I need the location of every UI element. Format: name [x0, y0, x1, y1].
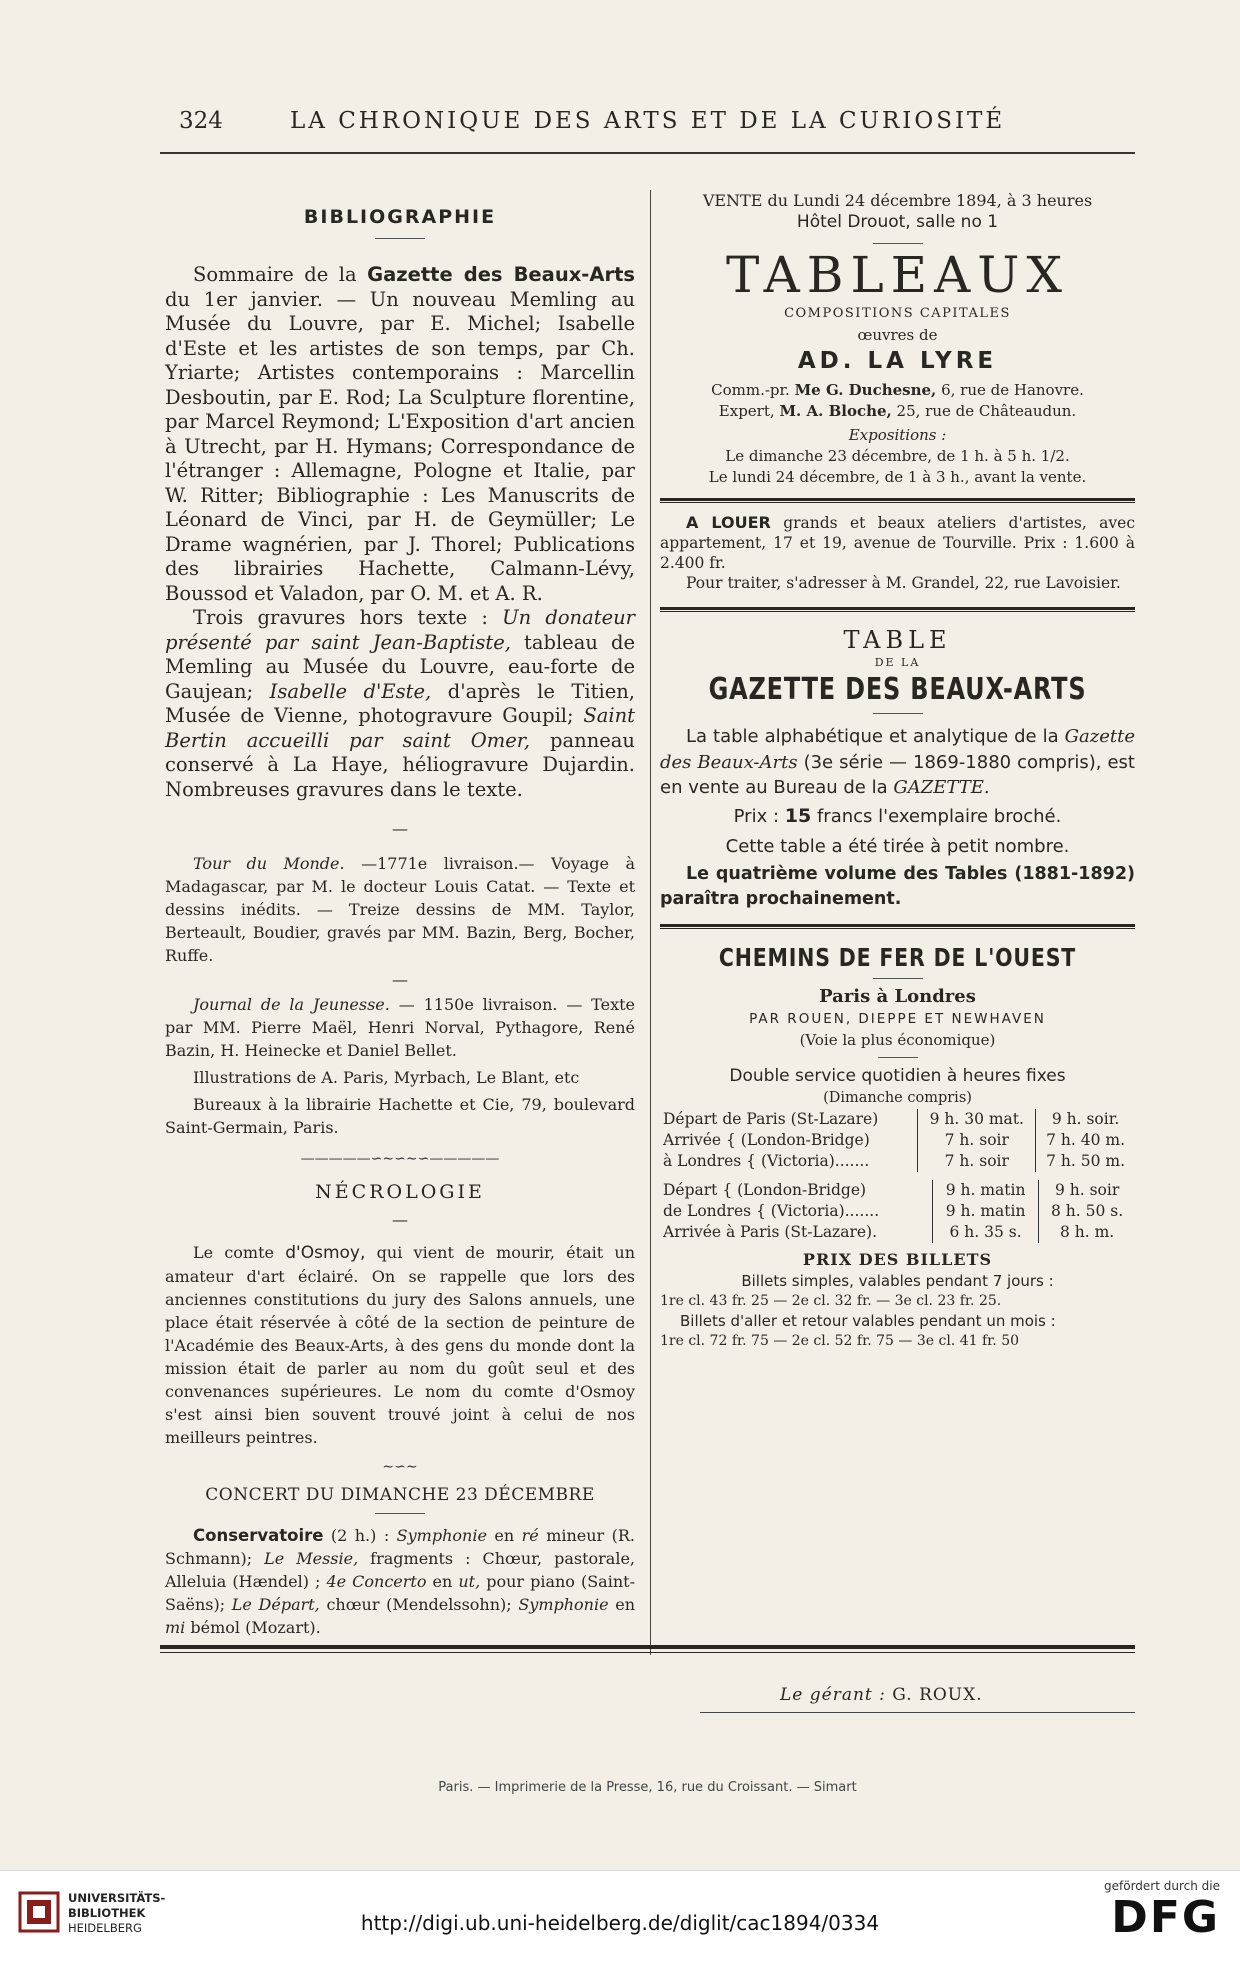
schedule-label: Départ { (London-Bridge): [663, 1180, 867, 1199]
tour-du-monde: [165, 852, 635, 967]
text: 4e Concerto: [326, 1572, 427, 1591]
bibliographie-para-2: [165, 606, 635, 802]
digitization-bar: [0, 1870, 1240, 1965]
schedule-time: 9 h. matin: [933, 1180, 1039, 1201]
text: Saint Bertin accueilli par saint Omer,: [165, 704, 635, 752]
gerant-name: G. ROUX.: [892, 1685, 983, 1705]
schedule-outbound: [660, 1109, 1135, 1172]
text: mi: [165, 1618, 186, 1637]
route-voie: (Voie la plus économique): [799, 1030, 996, 1049]
price: 15: [784, 804, 812, 827]
text: La table alphabétique et analytique de la: [686, 726, 1059, 747]
text: HEIDELBERG: [68, 1921, 142, 1935]
a-louer-contact: Pour traiter, s'adresser à M. Grandel, 22, rue Lavoisier.: [686, 574, 1121, 592]
name: Me G. Duchesne,: [794, 381, 937, 399]
text: en: [615, 1595, 635, 1614]
text: (2 h.) :: [330, 1526, 390, 1545]
text: pour piano (Saint-Saëns);: [165, 1572, 635, 1614]
concert-title: CONCERT DU DIMANCHE 23 DÉCEMBRE: [205, 1485, 595, 1505]
schedule-time: 8 h. 50 s.: [1039, 1201, 1135, 1222]
printer-line: Paris. — Imprimerie de la Presse, 16, rue du Croissant. — Simart: [438, 1780, 857, 1795]
bibliographie-title: BIBLIOGRAPHIE: [303, 206, 497, 228]
separator: —: [392, 819, 408, 838]
separator: [375, 1513, 425, 1514]
necrologie-text: [165, 1241, 635, 1449]
illustrations: Illustrations de A. Paris, Myrbach, Le Blant, etc: [193, 1068, 580, 1087]
gerant: [780, 1685, 983, 1705]
route-title: Paris à Londres: [819, 985, 976, 1007]
chemins-title: CHEMINS DE FER DE L'OUEST: [718, 942, 1077, 972]
bibliographie-para-1: [165, 263, 635, 606]
gazette-heading: GAZETTE DES BEAUX-ARTS: [708, 672, 1087, 707]
commissaire-priseur: [660, 380, 1135, 401]
text: ré: [521, 1526, 539, 1545]
schedule-time: 7 h. 50 m.: [1036, 1151, 1135, 1172]
running-title: LA CHRONIQUE DES ARTS ET DE LA CURIOSITÉ: [290, 108, 1006, 134]
left-column: [165, 200, 635, 1639]
text: Journal de la Jeunesse.: [193, 995, 390, 1014]
route-via: PAR ROUEN, DIEPPE ET NEWHAVEN: [749, 1010, 1046, 1027]
billets-simples: Billets simples, valables pendant 7 jours :: [741, 1271, 1054, 1290]
text: du 1er janvier. — Un nouveau Memling au Musée du Louvre, par E. Michel; Isabelle d'Este et les artistes de son temps, par Ch. Yriarte; Artistes contemporains : Marcellin Desboutin, par E. Rod; La Sculpture florentine, par Marcel Reymond; L'Exposition d'art ancien à Utrecht, par H. Hymans; Correspondance de l'étranger : Allemagne, Pologne et Italie, par W. Ritter; Bibliographie : Les Manuscrits de Léonard de Vinci, par H. de Geymüller; Le Drame wagnérien, par J. Thorel; Publications des librairies Hachette, Calmann-Lévy, Boussod et Valadon, par O. M. et A. R.: [165, 287, 635, 605]
text: Comm.-pr.: [711, 381, 790, 399]
schedule-row: [660, 1151, 1135, 1172]
text: fragments : Chœur, pastorale, Alleluia (Hændel) ;: [165, 1549, 635, 1591]
dfg-wordmark: DFG: [1111, 1892, 1220, 1943]
separator: [878, 1057, 918, 1058]
ornament: ∼∽∼: [382, 1459, 418, 1475]
text: 25, rue de Châteaudun.: [896, 402, 1077, 420]
text: en: [432, 1572, 453, 1591]
schedule-row: [660, 1109, 1135, 1130]
text: GAZETTE.: [893, 777, 990, 798]
text: Le Messie,: [264, 1549, 359, 1568]
text: — 1150e livraison. — Texte par MM. Pierre Maël, Henri Norval, Pythagore, René Bazin, H. Heinecke et Daniel Bellet.: [165, 995, 635, 1060]
expo-line-1: Le dimanche 23 décembre, de 1 h. à 5 h. 1/2.: [725, 447, 1070, 465]
text: bémol (Mozart).: [190, 1618, 321, 1637]
separator: [375, 238, 425, 239]
text: Tour du Monde.: [193, 854, 345, 873]
oeuvres-de: œuvres de: [857, 326, 938, 344]
vente-location: Hôtel Drouot, salle no 1: [796, 212, 999, 232]
text: UNIVERSITÄTS-: [68, 1891, 166, 1905]
column-divider: [650, 190, 651, 1655]
text: Trois gravures hors texte :: [193, 606, 488, 629]
text: mineur (R. Schmann);: [165, 1526, 636, 1568]
person-name: d'Osmoy,: [285, 1243, 366, 1263]
expo-line-2: Le lundi 24 décembre, de 1 à 3 h., avant la vente.: [708, 468, 1087, 486]
text: Symphonie: [396, 1526, 487, 1545]
section-rule: [660, 607, 1135, 612]
schedule-time: 9 h. soir: [1039, 1180, 1135, 1201]
text: grands et beaux ateliers d'artistes, avec appartement, 17 et 19, avenue de Tourville. Prix : 1.600 à 2.400 fr.: [660, 514, 1135, 572]
compositions: COMPOSITIONS CAPITALES: [784, 306, 1011, 321]
schedule-label: Départ de Paris (St-Lazare): [663, 1109, 879, 1128]
prix-title: PRIX DES BILLETS: [802, 1249, 993, 1269]
schedule-time: 9 h. soir.: [1036, 1109, 1135, 1130]
schedule-label: Arrivée à Paris (St-Lazare).: [663, 1222, 878, 1241]
tableaux-heading: TABLEAUX: [725, 246, 1069, 304]
bureaux: Bureaux à la librairie Hachette et Cie, 79, boulevard Saint-Germain, Paris.: [165, 1095, 635, 1137]
schedule-label: à Londres { (Victoria).......: [663, 1151, 870, 1170]
text: BIBLIOTHEK: [68, 1906, 146, 1920]
separator: —: [392, 970, 408, 989]
gazette-name: Gazette des Beaux-Arts: [367, 263, 636, 286]
expert: [660, 401, 1135, 422]
artist-name: AD. LA LYRE: [797, 348, 998, 374]
venue: Conservatoire: [193, 1526, 324, 1545]
schedule-time: 9 h. matin: [933, 1201, 1039, 1222]
billets-ar-prix: 1re cl. 72 fr. 75 — 2e cl. 52 fr. 75 — 3e cl. 41 fr. 50: [660, 1332, 1020, 1349]
separator: —: [392, 1210, 408, 1229]
text: panneau conservé à La Haye, héliogravure Dujardin. Nombreuses gravures dans le texte.: [165, 728, 635, 801]
schedule-time: 6 h. 35 s.: [933, 1222, 1039, 1243]
text: Isabelle d'Este,: [269, 679, 432, 703]
text: Prix :: [733, 805, 780, 827]
dimanche-compris: (Dimanche compris): [823, 1089, 972, 1106]
text: en: [494, 1526, 515, 1545]
right-column: [660, 190, 1135, 1351]
table-title: TABLE: [843, 626, 952, 654]
billets-simples-prix: 1re cl. 43 fr. 25 — 2e cl. 32 fr. — 3e cl. 23 fr. 25.: [660, 1292, 1002, 1309]
text: Un donateur présenté par saint Jean-Baptiste,: [165, 606, 635, 654]
text: Le Départ,: [231, 1595, 320, 1614]
text: Gazette des Beaux-Arts: [660, 726, 1135, 773]
separator: [873, 978, 923, 979]
text: qui vient de mourir, était un amateur d'art éclairé. On se rappelle que lors des anciennes constitutions du jury des Salons annuels, une place était réservée à côté de la section de peinture de l'Académie des Beaux-Arts, à des gens du monde dont la mission était de parler au nom du goût seul et des convenances supérieures. Le nom du comte d'Osmoy s'est ainsi bien souvent trouvé joint à celui de nos meilleurs peintres.: [165, 1243, 636, 1447]
section-rule: [660, 498, 1135, 503]
schedule-label: Arrivée { (London-Bridge): [663, 1130, 870, 1149]
vente-line: VENTE du Lundi 24 décembre 1894, à 3 heures: [702, 191, 1093, 210]
separator: [873, 243, 923, 244]
footer-rule: [160, 1645, 1135, 1653]
a-louer: [660, 513, 1135, 573]
table-quatrieme: Le quatrième volume des Tables (1881-1892) paraîtra prochainement.: [660, 863, 1135, 909]
ornament: —————∽∼∽∼∽—————: [300, 1151, 500, 1167]
text: —1771e livraison.— Voyage à Madagascar, par M. le docteur Louis Catat. — Texte et dessins inédits. — Treize dessins de MM. Taylor, Berteault, Boudier, gravés par MM. Bazin, Berg, Bocher, Ruffe.: [165, 854, 635, 965]
schedule-return: [660, 1180, 1135, 1243]
text: d'après le Titien, Musée de Vienne, photogravure Goupil;: [165, 679, 635, 727]
schedule-row: [660, 1130, 1135, 1151]
text: (3e série — 1869-1880 compris), est en vente au Bureau de la: [660, 751, 1135, 798]
schedule-row: [660, 1201, 1135, 1222]
section-rule: [660, 924, 1135, 929]
text: Symphonie: [518, 1595, 609, 1614]
schedule-label: de Londres { (Victoria).......: [663, 1201, 880, 1220]
table-description: [660, 724, 1135, 801]
permalink[interactable]: http://digi.ub.uni-heidelberg.de/diglit/cac1894/0334: [360, 1911, 880, 1935]
a-louer-label: A LOUER: [686, 513, 771, 532]
page-number: 324: [179, 108, 223, 134]
double-service: Double service quotidien à heures fixes: [729, 1065, 1066, 1086]
text: francs l'exemplaire broché.: [816, 805, 1062, 827]
dfg-logo[interactable]: [1050, 1879, 1220, 1943]
expositions-label: Expositions :: [848, 426, 947, 444]
journal-jeunesse: [165, 993, 635, 1062]
schedule-time: 7 h. 40 m.: [1036, 1130, 1135, 1151]
text: Le gérant :: [780, 1685, 886, 1705]
gerant-rule: [700, 1712, 1135, 1713]
table-price: [660, 801, 1135, 832]
schedule-time: 8 h. m.: [1039, 1222, 1135, 1243]
schedule-time: 7 h. soir: [918, 1151, 1036, 1172]
funding-note: gefördert durch die: [1104, 1879, 1220, 1893]
concert-text: [165, 1524, 635, 1639]
text: Sommaire de la: [193, 263, 357, 286]
text: tableau de Memling au Musée du Louvre, eau-forte de Gaujean;: [165, 630, 635, 703]
name: M. A. Bloche,: [779, 402, 892, 420]
text: ut,: [458, 1572, 481, 1591]
schedule-time: 7 h. soir: [918, 1130, 1036, 1151]
schedule-row: [660, 1222, 1135, 1243]
header-rule: [160, 152, 1135, 154]
billets-ar: Billets d'aller et retour valables pendant un mois :: [680, 1311, 1056, 1330]
page-header: [175, 108, 1135, 138]
text: 6, rue de Hanovre.: [941, 381, 1084, 399]
schedule-time: 9 h. 30 mat.: [918, 1109, 1036, 1130]
text: chœur (Mendelssohn);: [326, 1595, 512, 1614]
text: Expert,: [718, 402, 775, 420]
separator: [873, 713, 923, 714]
schedule-row: [660, 1180, 1135, 1201]
table-tiree: Cette table a été tirée à petit nombre.: [725, 835, 1070, 857]
text: Le comte: [193, 1243, 274, 1262]
necrologie-title: NÉCROLOGIE: [315, 1181, 485, 1203]
de-la: DE LA: [874, 656, 921, 669]
